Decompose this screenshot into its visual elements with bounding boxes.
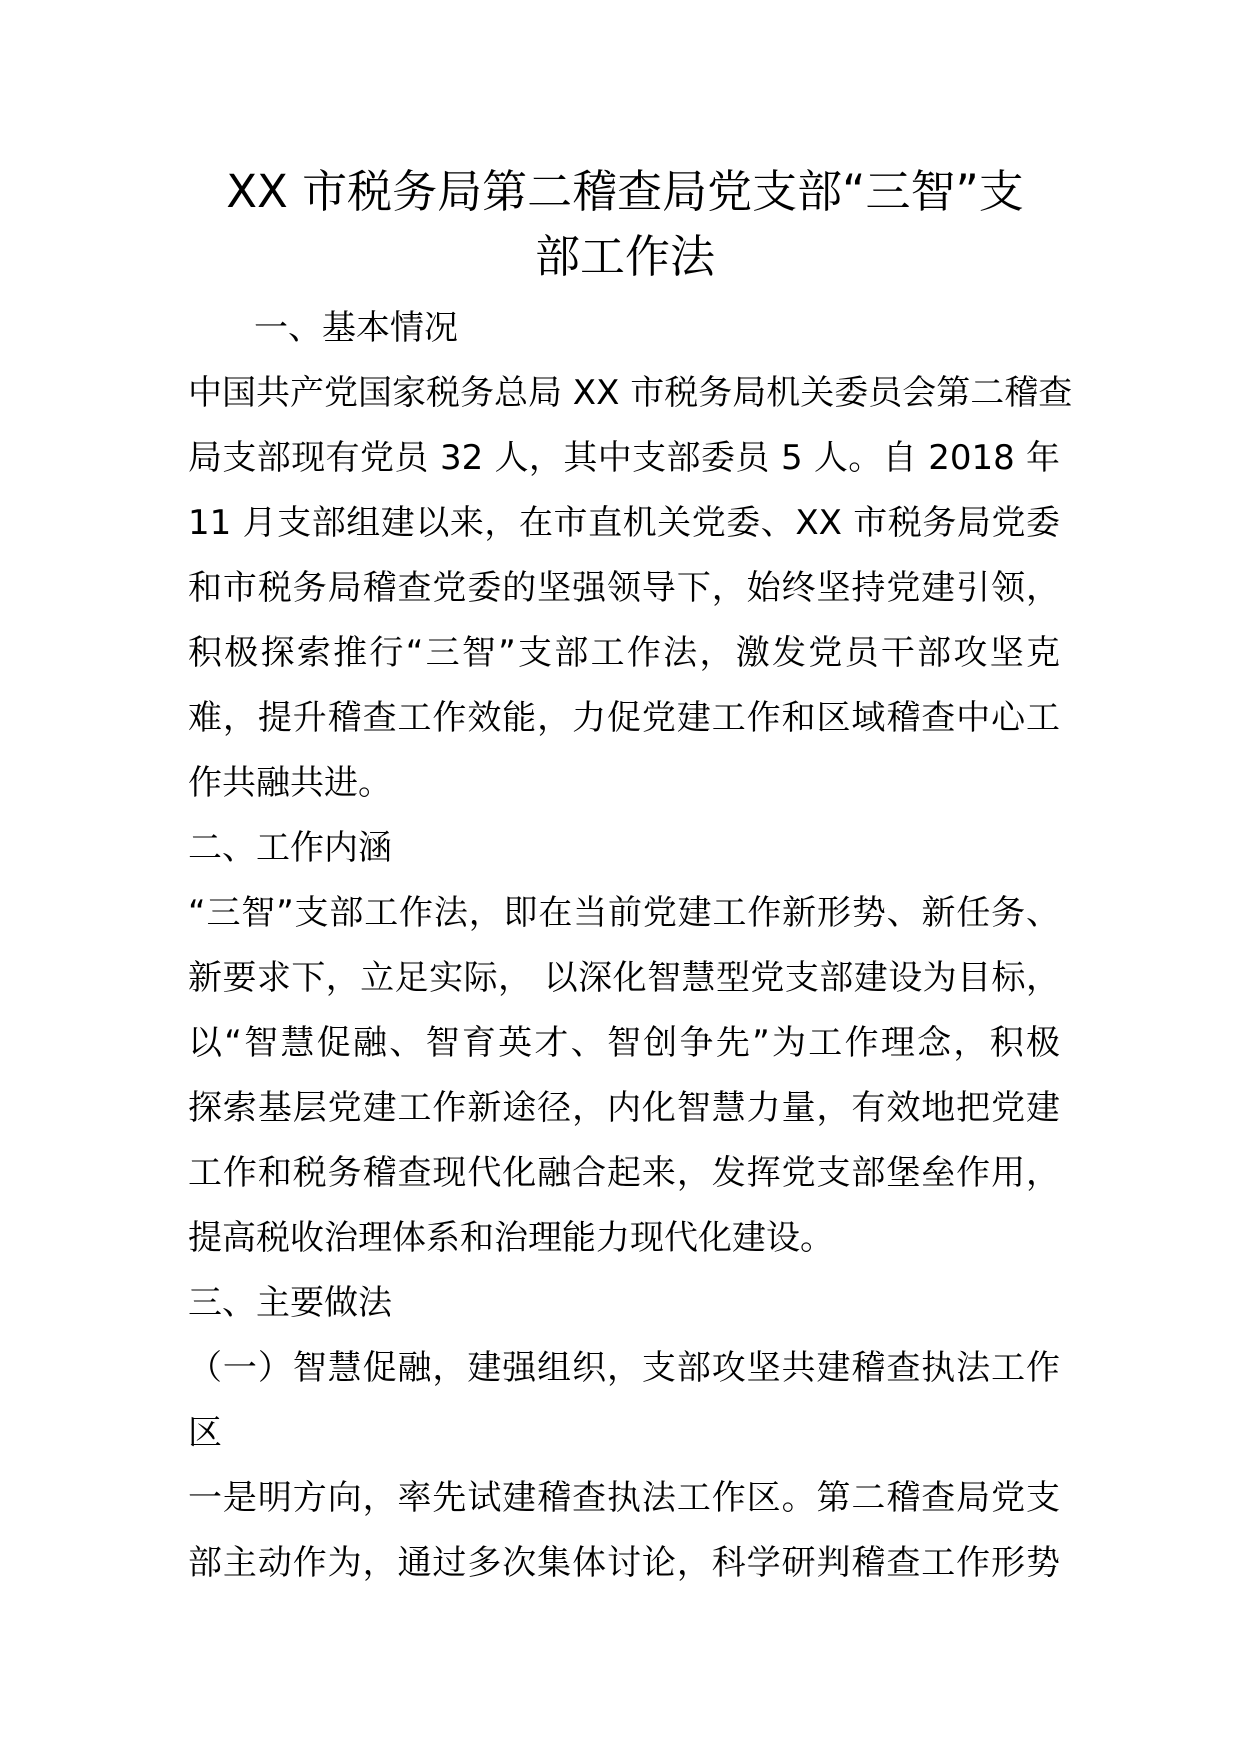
section-1-line-7: 作共融共进。 <box>188 763 392 803</box>
section-2-heading: 二、工作内涵 <box>188 828 392 868</box>
document-body <box>188 296 1073 1596</box>
section-1-line-3: 11 月支部组建以来，在市直机关党委、XX 市税务局党委 <box>188 503 1060 543</box>
section-2-line-6: 提高税收治理体系和治理能力现代化建设。 <box>188 1218 834 1258</box>
section-3-heading: 三、主要做法 <box>188 1283 392 1323</box>
section-2-line-2: 新要求下，立足实际， 以深化智慧型党支部建设为目标， <box>188 958 1060 998</box>
paragraph-line-2: 部主动作为，通过多次集体讨论，科学研判稽查工作形势 <box>188 1543 1060 1583</box>
section-1-heading: 一、基本情况 <box>254 308 458 348</box>
section-2-line-3: 以“智慧促融、智育英才、智创争先”为工作理念，积极 <box>188 1023 1060 1063</box>
subsection-1-heading-line-2: 区 <box>188 1413 222 1453</box>
document-title <box>190 160 1060 290</box>
section-2-line-4: 探索基层党建工作新途径，内化智慧力量，有效地把党建 <box>188 1088 1060 1128</box>
section-1-line-6: 难，提升稽查工作效能，力促党建工作和区域稽查中心工 <box>188 698 1060 738</box>
section-2-line-5: 工作和税务稽查现代化融合起来，发挥党支部堡垒作用， <box>188 1153 1060 1193</box>
section-2-line-1: “三智”支部工作法，即在当前党建工作新形势、新任务、 <box>188 893 1060 933</box>
title-line-1: XX 市税务局第二稽查局党支部“三智”支 <box>226 165 1024 218</box>
section-1-line-2: 局支部现有党员 32 人，其中支部委员 5 人。自 2018 年 <box>188 438 1060 478</box>
section-1-line-5: 积极探索推行“三智”支部工作法，激发党员干部攻坚克 <box>188 633 1060 673</box>
title-line-2: 部工作法 <box>534 230 715 283</box>
section-1-line-1: 中国共产党国家税务总局 XX 市税务局机关委员会第二稽查 <box>188 373 1073 413</box>
section-1-line-4: 和市税务局稽查党委的坚强领导下，始终坚持党建引领， <box>188 568 1060 608</box>
subsection-1-heading-line-1: （一）智慧促融，建强组织，支部攻坚共建稽查执法工作 <box>188 1348 1060 1388</box>
paragraph-line-1: 一是明方向，率先试建稽查执法工作区。第二稽查局党支 <box>188 1478 1060 1518</box>
